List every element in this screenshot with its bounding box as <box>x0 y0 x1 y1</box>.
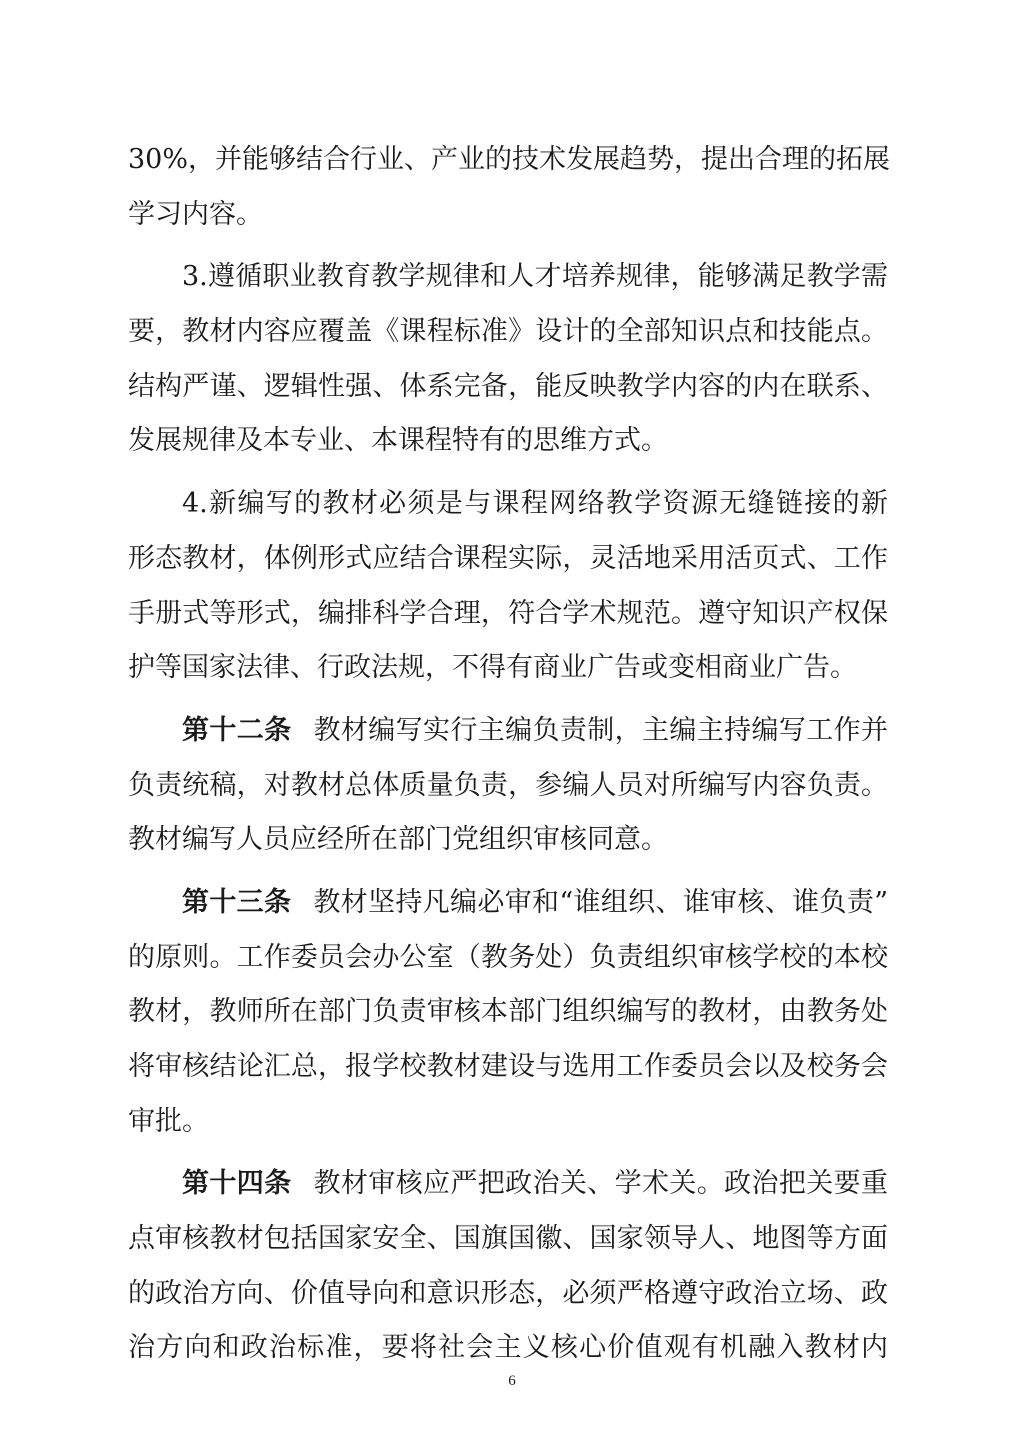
article-13-first-line <box>128 876 888 931</box>
body-text <box>128 133 891 1376</box>
text-line: 教材编写人员应经所在部门党组织审核同意。 <box>128 824 668 856</box>
text-line: 护等国家法律、行政法规，不得有商业广告或变相商业广告。 <box>128 652 857 684</box>
text-line: 手册式等形式，编排科学合理，符合学术规范。遵守知识产权保 <box>128 597 888 629</box>
text-line: 治方向和政治标准，要将社会主义核心价值观有机融入教材内 <box>128 1332 888 1364</box>
text-line: 将审核结论汇总，报学校教材建设与选用工作委员会以及校务会 <box>128 1051 888 1082</box>
text-line: 要，教材内容应覆盖《课程标准》设计的全部知识点和技能点。 <box>128 316 888 348</box>
text-line: 结构严谨、逻辑性强、体系完备，能反映教学内容的内在联系、 <box>128 370 888 402</box>
text-line: 教材，教师所在部门负责审核本部门组织编写的教材，由教务处 <box>128 996 888 1028</box>
text-line: 30%，并能够结合行业、产业的技术发展趋势，提出合理的拓展 <box>128 144 891 175</box>
text-line: 的原则。工作委员会办公室（教务处）负责组织审核学校的本校 <box>128 941 888 973</box>
text-line: 点审核教材包括国家安全、国旗国徽、国家领导人、地图等方面 <box>128 1223 888 1255</box>
text-line: 教材审核应严把政治关、学术关。政治把关要重 <box>313 1168 888 1200</box>
text-line: 的政治方向、价值导向和意识形态，必须严格遵守政治立场、政 <box>128 1277 888 1309</box>
text-line: 3.遵循职业教育教学规律和人才培养规律，能够满足教学需 <box>182 261 888 293</box>
text-line: 4.新编写的教材必须是与课程网络教学资源无缝链接的新 <box>182 488 888 520</box>
text-line: 负责统稿，对教材总体质量负责，参编人员对所编写内容负责。 <box>128 769 888 801</box>
text-line: 审批。 <box>128 1105 209 1137</box>
text-line: 教材坚持凡编必审和“谁组织、谁审核、谁负责” <box>313 886 888 918</box>
article-12-label: 第十二条 <box>182 714 292 746</box>
page-number: 6 <box>508 1373 516 1389</box>
text-line: 发展规律及本专业、本课程特有的思维方式。 <box>128 425 668 457</box>
text-line: 形态教材，体例形式应结合课程实际，灵活地采用活页式、工作 <box>128 542 888 574</box>
text-line: 学习内容。 <box>128 198 263 230</box>
article-14-label: 第十四条 <box>182 1168 292 1200</box>
article-14-first-line <box>128 1157 888 1212</box>
article-13-label: 第十三条 <box>182 886 292 918</box>
article-12-first-line <box>128 704 888 759</box>
text-line: 教材编写实行主编负责制，主编主持编写工作并 <box>313 714 888 746</box>
